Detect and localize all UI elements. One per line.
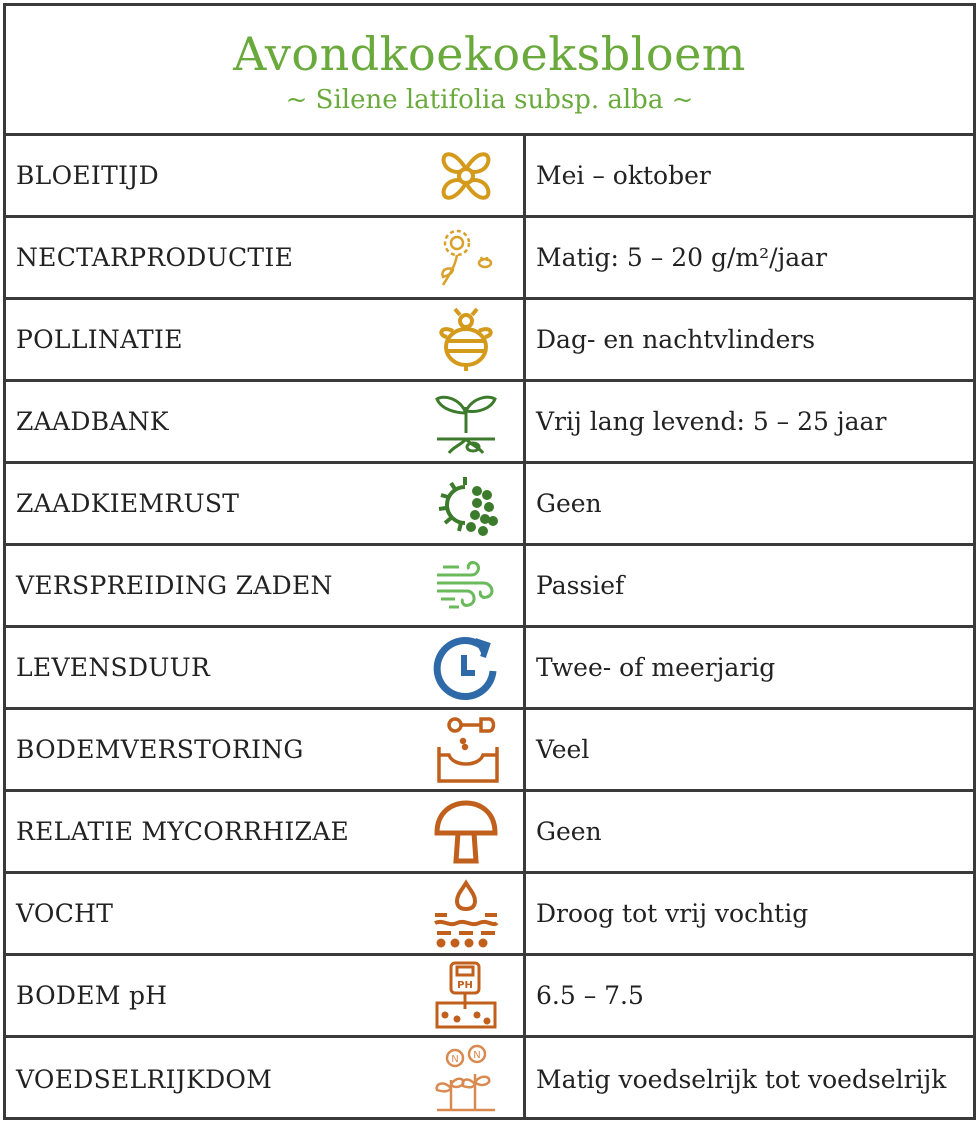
row-label: NECTARPRODUCTIE bbox=[16, 243, 294, 272]
value-cell bbox=[526, 546, 973, 625]
ph-meter-icon bbox=[429, 959, 503, 1033]
table-row bbox=[6, 956, 973, 1038]
label-cell bbox=[6, 136, 526, 215]
row-value: Geen bbox=[536, 817, 602, 846]
row-value: Matig voedselrijk tot voedselrijk bbox=[536, 1064, 947, 1094]
value-cell bbox=[526, 874, 973, 953]
page-title: Avondkoekoeksbloem bbox=[233, 27, 746, 81]
seedling-icon bbox=[429, 385, 503, 459]
row-label: ZAADKIEMRUST bbox=[16, 489, 240, 518]
germination-icon bbox=[429, 467, 503, 541]
label-cell bbox=[6, 874, 526, 953]
row-label: BLOEITIJD bbox=[16, 161, 159, 190]
label-cell bbox=[6, 792, 526, 871]
cycle-clock-icon bbox=[429, 631, 503, 705]
value-cell bbox=[526, 218, 973, 297]
table-row bbox=[6, 710, 973, 792]
label-cell bbox=[6, 382, 526, 461]
svg-text:PH: PH bbox=[457, 979, 473, 991]
mushroom-icon bbox=[429, 795, 503, 869]
sunflower-bee-icon bbox=[429, 221, 503, 295]
value-cell bbox=[526, 792, 973, 871]
table-row bbox=[6, 464, 973, 546]
moisture-icon bbox=[429, 877, 503, 951]
table-row bbox=[6, 546, 973, 628]
row-label: BODEM pH bbox=[16, 981, 168, 1010]
label-cell bbox=[6, 956, 526, 1035]
shovel-soil-icon bbox=[429, 713, 503, 787]
label-cell bbox=[6, 710, 526, 789]
table-row bbox=[6, 382, 973, 464]
value-cell bbox=[526, 136, 973, 215]
sheet-header bbox=[6, 6, 973, 136]
row-label: ZAADBANK bbox=[16, 407, 169, 436]
row-value: Vrij lang levend: 5 – 25 jaar bbox=[536, 407, 887, 436]
nitrogen-plants-icon bbox=[429, 1042, 503, 1116]
table-row bbox=[6, 628, 973, 710]
table-row bbox=[6, 136, 973, 218]
table-row bbox=[6, 874, 973, 956]
value-cell bbox=[526, 382, 973, 461]
table-row bbox=[6, 792, 973, 874]
value-cell bbox=[526, 628, 973, 707]
flower-icon bbox=[429, 139, 503, 213]
label-cell bbox=[6, 218, 526, 297]
row-value: Passief bbox=[536, 571, 625, 600]
row-label: LEVENSDUUR bbox=[16, 653, 211, 682]
row-value: Matig: 5 – 20 g/m²/jaar bbox=[536, 243, 828, 272]
row-value: Mei – oktober bbox=[536, 161, 711, 190]
value-cell bbox=[526, 1038, 973, 1120]
value-cell bbox=[526, 710, 973, 789]
label-cell bbox=[6, 300, 526, 379]
label-cell bbox=[6, 628, 526, 707]
wind-icon bbox=[429, 549, 503, 623]
row-value: Dag- en nachtvlinders bbox=[536, 325, 816, 354]
row-label: VOEDSELRIJKDOM bbox=[16, 1064, 273, 1094]
label-cell bbox=[6, 464, 526, 543]
table-row bbox=[6, 300, 973, 382]
row-value: Geen bbox=[536, 489, 602, 518]
bee-icon bbox=[429, 303, 503, 377]
page-subtitle: ~ Silene latifolia subsp. alba ~ bbox=[285, 85, 694, 115]
row-value: Veel bbox=[536, 735, 590, 764]
row-value: Twee- of meerjarig bbox=[536, 653, 776, 682]
row-value: Droog tot vrij vochtig bbox=[536, 899, 809, 928]
value-cell bbox=[526, 464, 973, 543]
info-table bbox=[6, 136, 973, 1120]
value-cell bbox=[526, 956, 973, 1035]
row-value: 6.5 – 7.5 bbox=[536, 981, 644, 1010]
svg-text:N: N bbox=[451, 1054, 459, 1065]
label-cell bbox=[6, 546, 526, 625]
row-label: BODEMVERSTORING bbox=[16, 735, 304, 764]
row-label: VOCHT bbox=[16, 899, 114, 928]
table-row bbox=[6, 218, 973, 300]
row-label: RELATIE MYCORRHIZAE bbox=[16, 817, 350, 846]
plant-info-sheet bbox=[3, 3, 976, 1120]
svg-text:N: N bbox=[473, 1050, 481, 1061]
label-cell bbox=[6, 1038, 526, 1120]
table-row bbox=[6, 1038, 973, 1120]
row-label: VERSPREIDING ZADEN bbox=[16, 571, 333, 600]
value-cell bbox=[526, 300, 973, 379]
row-label: POLLINATIE bbox=[16, 325, 183, 354]
